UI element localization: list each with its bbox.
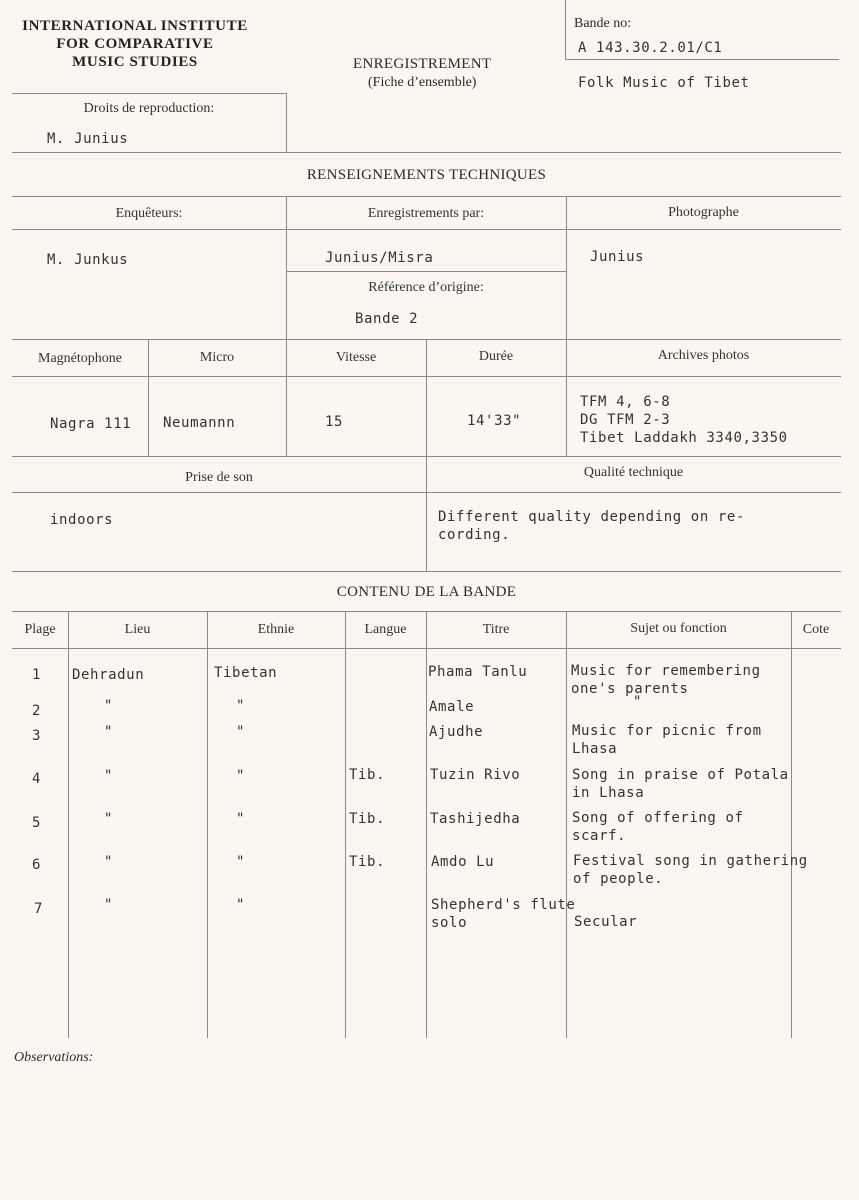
row-5-langue: Tib. <box>349 811 386 827</box>
col-cote: Cote <box>802 622 830 637</box>
row-1-plage: 1 <box>32 667 42 683</box>
row-7-plage: 7 <box>34 901 44 917</box>
duree-value: 14'33" <box>467 413 522 429</box>
row-3-sujet-2: Lhasa <box>572 741 618 757</box>
row-7-lieu: " <box>104 897 114 913</box>
row-1-sujet-1: Music for remembering <box>571 663 761 679</box>
row-4-lieu: " <box>104 768 114 784</box>
qualite-label: Qualité technique <box>583 465 684 480</box>
col-lieu: Lieu <box>124 622 151 637</box>
row-6-ethnie: " <box>236 854 246 870</box>
qualite-line-1: Different quality depending on re- <box>438 509 745 525</box>
photographe-label: Photographe <box>668 205 739 220</box>
enregistrements-value: Junius/Misra <box>325 250 434 266</box>
prise-label: Prise de son <box>185 470 253 485</box>
row-1-titre: Phama Tanlu <box>428 664 528 680</box>
form-title: ENREGISTREMENT <box>353 56 492 72</box>
tech-grid-line-5 <box>12 456 841 457</box>
contents-heading: CONTENU DE LA BANDE <box>336 584 517 600</box>
row-3-titre: Ajudhe <box>429 724 484 740</box>
row-5-lieu: " <box>104 811 114 827</box>
institute-name <box>8 17 262 71</box>
row-2-titre: Amale <box>429 699 475 715</box>
duree-label: Durée <box>478 349 514 364</box>
contents-vline-1 <box>68 611 69 1038</box>
row-5-ethnie: " <box>236 811 246 827</box>
row-5-sujet-2: scarf. <box>572 828 627 844</box>
photographe-value: Junius <box>590 249 645 265</box>
rights-box-right <box>286 93 287 153</box>
magnetophone-value: Nagra 111 <box>50 416 132 432</box>
archives-line-1: TFM 4, 6-8 <box>580 394 671 410</box>
archives-line-2: DG TFM 2-3 <box>580 412 671 428</box>
vitesse-label: Vitesse <box>335 350 377 365</box>
bande-box-left-border <box>565 0 566 60</box>
micro-label: Micro <box>199 350 235 365</box>
prise-value: indoors <box>50 512 114 528</box>
col-ethnie: Ethnie <box>257 622 295 637</box>
tech-grid-vline-5 <box>426 339 427 571</box>
contents-vline-2 <box>207 611 208 1038</box>
archives-value <box>580 393 788 447</box>
contents-vline-6 <box>791 611 792 1038</box>
col-plage: Plage <box>24 622 56 637</box>
row-2-ethnie: " <box>236 698 246 714</box>
form-subtitle: (Fiche d’ensemble) <box>368 75 477 90</box>
contents-vline-5 <box>566 611 567 1038</box>
qualite-line-2: cording. <box>438 527 511 543</box>
row-2-plage: 2 <box>32 703 42 719</box>
row-5-plage: 5 <box>32 815 42 831</box>
collection-title: Folk Music of Tibet <box>578 75 750 91</box>
col-sujet: Sujet ou fonction <box>630 621 727 636</box>
rights-label: Droits de reproduction: <box>83 101 215 116</box>
row-3-sujet-1: Music for picnic from <box>572 723 762 739</box>
bande-label: Bande no: <box>574 16 632 31</box>
reference-label: Référence d’origine: <box>368 280 484 295</box>
row-7-ethnie: " <box>236 897 246 913</box>
enqueteurs-label: Enquêteurs: <box>115 206 183 221</box>
row-5-titre: Tashijedha <box>430 811 521 827</box>
row-1-ethnie: Tibetan <box>214 665 278 681</box>
institute-line-1: INTERNATIONAL INSTITUTE <box>22 18 248 34</box>
micro-value: Neumannn <box>163 415 236 431</box>
row-6-sujet-2: of people. <box>573 871 664 887</box>
contents-vline-3 <box>345 611 346 1038</box>
qualite-value <box>438 508 745 544</box>
vitesse-value: 15 <box>325 414 344 430</box>
row-4-langue: Tib. <box>349 767 386 783</box>
institute-line-3: MUSIC STUDIES <box>72 54 198 70</box>
row-6-titre: Amdo Lu <box>431 854 495 870</box>
row-7-titre-1: Shepherd's flute <box>431 897 576 913</box>
row-4-sujet-1: Song in praise of Potala <box>572 767 789 783</box>
row-4-titre: Tuzin Rivo <box>430 767 521 783</box>
col-langue: Langue <box>364 622 407 637</box>
divider-tech-top <box>12 152 841 153</box>
reference-divider <box>286 271 566 272</box>
row-3-lieu: " <box>104 724 114 740</box>
row-6-langue: Tib. <box>349 854 386 870</box>
row-6-sujet-1: Festival song in gathering <box>573 853 808 869</box>
institute-line-2: FOR COMPARATIVE <box>56 36 214 52</box>
tech-heading: RENSEIGNEMENTS TECHNIQUES <box>306 167 547 183</box>
row-7-titre-2: solo <box>431 915 468 931</box>
archives-label: Archives photos <box>657 348 750 363</box>
bande-number: A 143.30.2.01/C1 <box>578 40 723 56</box>
row-5-sujet-1: Song of offering of <box>572 810 744 826</box>
row-7-sujet: Secular <box>574 914 638 930</box>
archives-line-3: Tibet Laddakh 3340,3350 <box>580 430 788 446</box>
tech-grid-line-1 <box>12 196 841 197</box>
row-3-plage: 3 <box>32 728 42 744</box>
divider-contents-top <box>12 571 841 572</box>
reference-value: Bande 2 <box>355 311 419 327</box>
row-4-sujet-2: in Lhasa <box>572 785 645 801</box>
bande-box-bottom-border <box>565 59 839 60</box>
enregistrements-label: Enregistrements par: <box>367 206 485 221</box>
row-6-lieu: " <box>104 854 114 870</box>
rights-box-top <box>12 93 287 94</box>
tech-grid-line-2 <box>12 229 841 230</box>
observations-label: Observations: <box>14 1050 94 1065</box>
row-2-sujet: " <box>633 694 643 710</box>
rights-value: M. Junius <box>47 131 129 147</box>
row-2-lieu: " <box>104 698 114 714</box>
row-3-ethnie: " <box>236 724 246 740</box>
row-6-plage: 6 <box>32 857 42 873</box>
row-4-plage: 4 <box>32 771 42 787</box>
contents-vline-4 <box>426 611 427 1038</box>
row-1-lieu: Dehradun <box>72 667 145 683</box>
tech-grid-line-6 <box>12 492 841 493</box>
magnetophone-label: Magnétophone <box>38 351 122 366</box>
col-titre: Titre <box>482 622 510 637</box>
enqueteurs-value: M. Junkus <box>47 252 129 268</box>
row-4-ethnie: " <box>236 768 246 784</box>
row-1-sujet-2: one's parents <box>571 681 689 697</box>
